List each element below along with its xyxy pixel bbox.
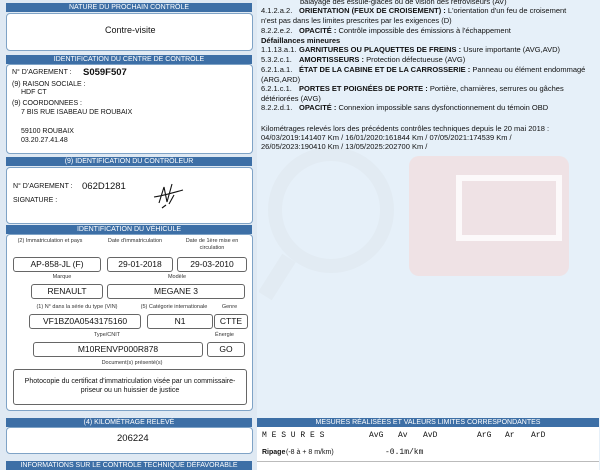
defaillance-text: Contrôle impossible des émissions à l'échappement (338, 26, 511, 35)
defaillance-code: 8.2.2.e.2. (261, 26, 293, 35)
centre-agrement-value: S059F507 (83, 67, 127, 78)
mesures-header: MESURES RÉALISÉES ET VALEURS LIMITES CORRESPONDANTES (257, 418, 599, 427)
immat-label: (2) Immatriculation et pays (17, 238, 83, 244)
vin-value: VF1BZ0A0543175160 (29, 314, 141, 329)
defaillance-code: 5.3.2.c.1. (261, 55, 292, 64)
defaillance-label: ÉTAT DE LA CABINE ET DE LA CARROSSERIE : (299, 65, 471, 74)
mesures-label: M E S U R E S (262, 431, 325, 440)
col-ar: Ar (505, 431, 515, 440)
controleur-signature-label: SIGNATURE : (13, 197, 58, 204)
energie-label: Énergie (215, 332, 234, 338)
centre-raison-value: HDF CT (21, 89, 47, 96)
nature-box (6, 13, 253, 51)
categorie-label: (5) Catégorie internationale (140, 304, 208, 310)
centre-agrement-label: N° D'AGREMENT : (12, 69, 72, 76)
col-arg: ArG (477, 431, 492, 440)
defaillance-text: Panneau ou élément endommagé (ARG,ARD) (261, 65, 586, 84)
defaillance-text: Connexion impossible sans dysfonctionnement du témoin OBD (338, 103, 549, 112)
immat-value: AP-858-JL (F) (13, 257, 101, 272)
centre-coord-label: (9) COORDONNEES : (12, 100, 83, 107)
defaillance-label: ORIENTATION (FEUX DE CROISEMENT) : (299, 6, 446, 15)
defaillance-code: 6.2.1.c.1. (261, 84, 292, 93)
modele-label: Modèle (167, 274, 187, 280)
col-avg: AvG (369, 431, 384, 440)
controleur-agrement-value: 062D1281 (82, 181, 126, 192)
defaillance-code: 4.1.2.a.2. (261, 6, 293, 15)
col-av: Av (398, 431, 408, 440)
centre-address1: 7 BIS RUE ISABEAU DE ROUBAIX (21, 109, 133, 116)
defaillance-label: AMORTISSEURS : (299, 55, 365, 64)
vin-label: (1) N° dans la série du type (VIN) (36, 304, 118, 310)
defaillance-item (261, 65, 591, 84)
defaillance-item (261, 103, 596, 113)
defaillance-text: Protection défectueuse (AVG) (366, 55, 466, 64)
type-value: M10RENVP000R878 (33, 342, 203, 357)
watermark-logo (259, 138, 589, 318)
vehicule-box (6, 234, 253, 411)
defaillance-code: 1.1.13.a.1. (261, 45, 297, 54)
defaillances-panel (257, 0, 600, 470)
km-history-line1: 04/03/2019:141407 Km / 16/01/2020:161844 Km / 07/05/2021:174539 Km / (261, 133, 512, 142)
controleur-box (6, 167, 253, 224)
kilometrage-value: 206224 (117, 433, 149, 444)
documents-label: Document(s) présenté(s) (101, 360, 163, 366)
defaillance-label: OPACITÉ : (299, 26, 337, 35)
mesures-box (257, 427, 599, 470)
mineures-title: Défaillances mineures (261, 36, 341, 45)
modele-value: MEGANE 3 (107, 284, 245, 299)
type-label: Type/CNIT (93, 332, 121, 338)
defaillance-item (261, 6, 581, 25)
defaillance-label: PORTES ET POIGNÉES DE PORTE : (299, 84, 428, 93)
defaillance-text: L'orientation d'un feu de croisement n'est pas dans les limites prescrites par les exigences (D) (261, 6, 567, 25)
defaillance-label: OPACITÉ : (299, 103, 337, 112)
row-divider (257, 461, 599, 462)
defaillance-item (261, 84, 591, 103)
defaillance-item (261, 45, 586, 55)
kilometrage-box (6, 427, 253, 454)
documents-value: Photocopie du certificat d'immatriculation visée par un commissaire-priseur ou un huissier de justice (24, 378, 236, 394)
documents-box (13, 369, 247, 405)
nature-value: Contre-visite (105, 25, 156, 35)
col-ard: ArD (531, 431, 546, 440)
defaillance-text: Usure importante (AVG,AVD) (463, 45, 561, 54)
vehicule-header: IDENTIFICATION DU VÉHICULE (6, 225, 252, 234)
ripage-value: -0.1m/km (385, 448, 424, 457)
defaillance-text: Portière, charnières, serrures ou gâches détériorées (AVG) (261, 84, 564, 103)
genre-value: CTTE (214, 314, 248, 329)
defaillance-code: 6.2.1.a.1. (261, 65, 293, 74)
kilometrage-header: (4) KILOMÉTRAGE RELEVÉ (6, 418, 252, 427)
date-immat-label: Date d'immatriculation (107, 238, 163, 244)
date-1re-value: 29-03-2010 (177, 257, 247, 272)
marque-label: Marque (52, 274, 72, 280)
defaillance-item (261, 55, 586, 65)
controleur-header: (9) IDENTIFICATION DU CONTRÔLEUR (6, 157, 252, 166)
categorie-value: N1 (147, 314, 213, 329)
km-history-line2: 26/05/2023:190410 Km / 13/05/2025:202700 Km / (261, 142, 428, 151)
centre-phone: 03.20.27.41.48 (21, 137, 68, 144)
centre-address2: 59100 ROUBAIX (21, 128, 74, 135)
defaillance-top-line: balayage des essuie-glaces ou de vision des rétroviseurs (AV) (300, 0, 507, 6)
defaillance-item (261, 26, 581, 36)
genre-label: Genre (221, 304, 238, 310)
marque-value: RENAULT (31, 284, 103, 299)
date-1re-label: Date de 1ère mise en circulation (185, 238, 239, 251)
centre-box (6, 64, 253, 154)
ripage-label: Ripage (262, 449, 286, 456)
energie-value: GO (207, 342, 245, 357)
date-immat-value: 29-01-2018 (107, 257, 173, 272)
signature-image (150, 177, 188, 213)
centre-raison-label: (9) RAISON SOCIALE : (12, 81, 86, 88)
ripage-limit: (-8 à + 8 m/km) (286, 449, 334, 456)
centre-header: IDENTIFICATION DU CENTRE DE CONTRÔLE (6, 55, 252, 64)
bottom-left-header: INFORMATIONS SUR LE CONTRÔLE TECHNIQUE DÉFAVORABLE (6, 461, 252, 470)
col-avd: AvD (423, 431, 438, 440)
nature-header: NATURE DU PROCHAIN CONTRÔLE (6, 3, 252, 12)
controleur-agrement-label: N° D'AGREMENT : (13, 183, 73, 190)
km-history-title: Kilométrages relevés lors des précédents contrôles techniques depuis le 20 mai 2018 : (261, 124, 550, 133)
defaillance-label: GARNITURES OU PLAQUETTES DE FREINS : (299, 45, 462, 54)
defaillance-code: 8.2.2.d.1. (261, 103, 293, 112)
